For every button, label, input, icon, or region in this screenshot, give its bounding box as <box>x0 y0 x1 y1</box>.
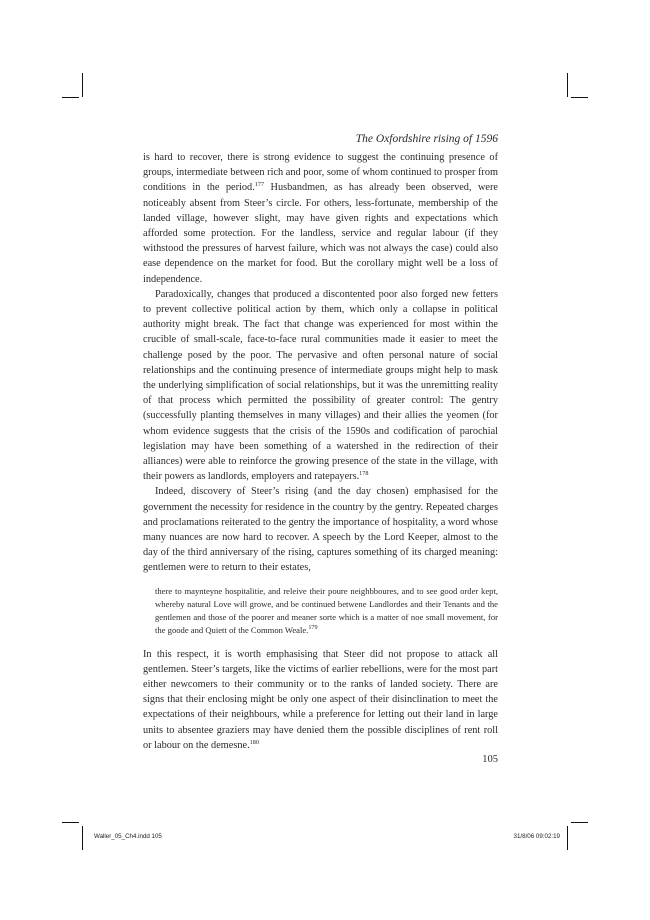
footnote-ref[interactable]: 180 <box>249 738 259 746</box>
crop-mark-bottom-right-v <box>567 826 568 850</box>
crop-mark-bottom-left-h <box>62 822 79 823</box>
paragraph: In this respect, it is worth emphasising that Steer did not propose to attack all gentlemen. Steer’s targets, like the victims of earlier rebellions, were for the most part either newcomers to their community or to the ranks of landed society. There are signs that their enclosing might be only one aspect of their disinclination to meet the expectations of their neighbours, while a preference for letting out their land in large units to absentee graziers may have denied them the possible disciplines of rent roll or labour on the demesne.$^{180}$ <box>143 648 498 751</box>
block-quote: there to maynteyne hospitalitie, and releive their poure neighbboures, and to see good order kept, whereby natural Love will growe, and be continued betwene Landlordes and their Tenants and the gentlemen and those of the poorer and meaner sorte which is a matter of noe small movement, for the goode and Quiett of the Common Weale.$^{179}$ <box>155 585 498 636</box>
crop-mark-top-left-v <box>82 73 83 97</box>
slug-timestamp: 31/8/06 09:02:19 <box>513 833 560 840</box>
crop-mark-bottom-left-v <box>82 826 83 850</box>
crop-mark-top-left-h <box>62 97 79 98</box>
paragraph: Indeed, discovery of Steer’s rising (and the day chosen) emphasised for the government the necessity for residence in the country by the gentry. Repeated charges and proclamations reiterated to the gentry the importance of hospitality, a word whose many nuances are now hard to recover. A speech by the Lord Keeper, almost to the day of the third anniversary of the rising, captures something of its charged meaning: gentlemen were to return to their estates, <box>143 486 498 574</box>
footnote-ref[interactable]: 177 <box>254 181 265 189</box>
running-head: The Oxfordshire rising of 1596 <box>355 133 498 145</box>
paragraph: Paradoxically, changes that produced a discontented poor also forged new fetters to prevent collective political action by them, which only a collapse in political authority might break. The fact that change was experienced for most within the crucible of small-scale, face-to-face rural communities made it easier to meet the challenge posed by the poor. The pervasive and often personal nature of social relationships and the continuing presence of intermediate groups might help to mask the underlying simplification of social relationships, but it was the unremitting reality of that process which permitted the possibility of greater control: The gentry (successfully planting themselves in many villages) and their allies the yeomen (for whom evidence suggests that the crisis of the 1590s and codification of parochial legislation may have been something of a watershed in the redirection of their alliances) were able to reinforce the growing presence of the state in the village, with their powers as landlords, employers and ratepayers.$^{178}$ <box>143 288 498 483</box>
crop-mark-top-right-h <box>571 97 588 98</box>
crop-mark-top-right-v <box>567 73 568 97</box>
page-number: 105 <box>482 754 498 765</box>
slug-file-info: Waller_05_Ch4.indd 105 <box>94 833 162 840</box>
body-text <box>143 150 498 753</box>
crop-mark-bottom-right-h <box>571 822 588 823</box>
paragraph: is hard to recover, there is strong evidence to suggest the continuing presence of groups, intermediate between rich and poor, some of whom continued to prosper from conditions in the period.$^{177}$ Husbandmen, as has already been observed, were noticeably absent from Steer’s circle. For others, less-fortunate, membership of the landed village, however slight, may have given rights and expectations which afforded some protection. For the landless, service and regular labour (if they withstood the pressures of harvest failure, which was not always the case) could also ease dependence on the market for food. But the corollary might well be a loss of independence. <box>143 152 498 285</box>
footnote-ref[interactable]: 179 <box>308 624 318 632</box>
footnote-ref[interactable]: 178 <box>359 470 369 478</box>
